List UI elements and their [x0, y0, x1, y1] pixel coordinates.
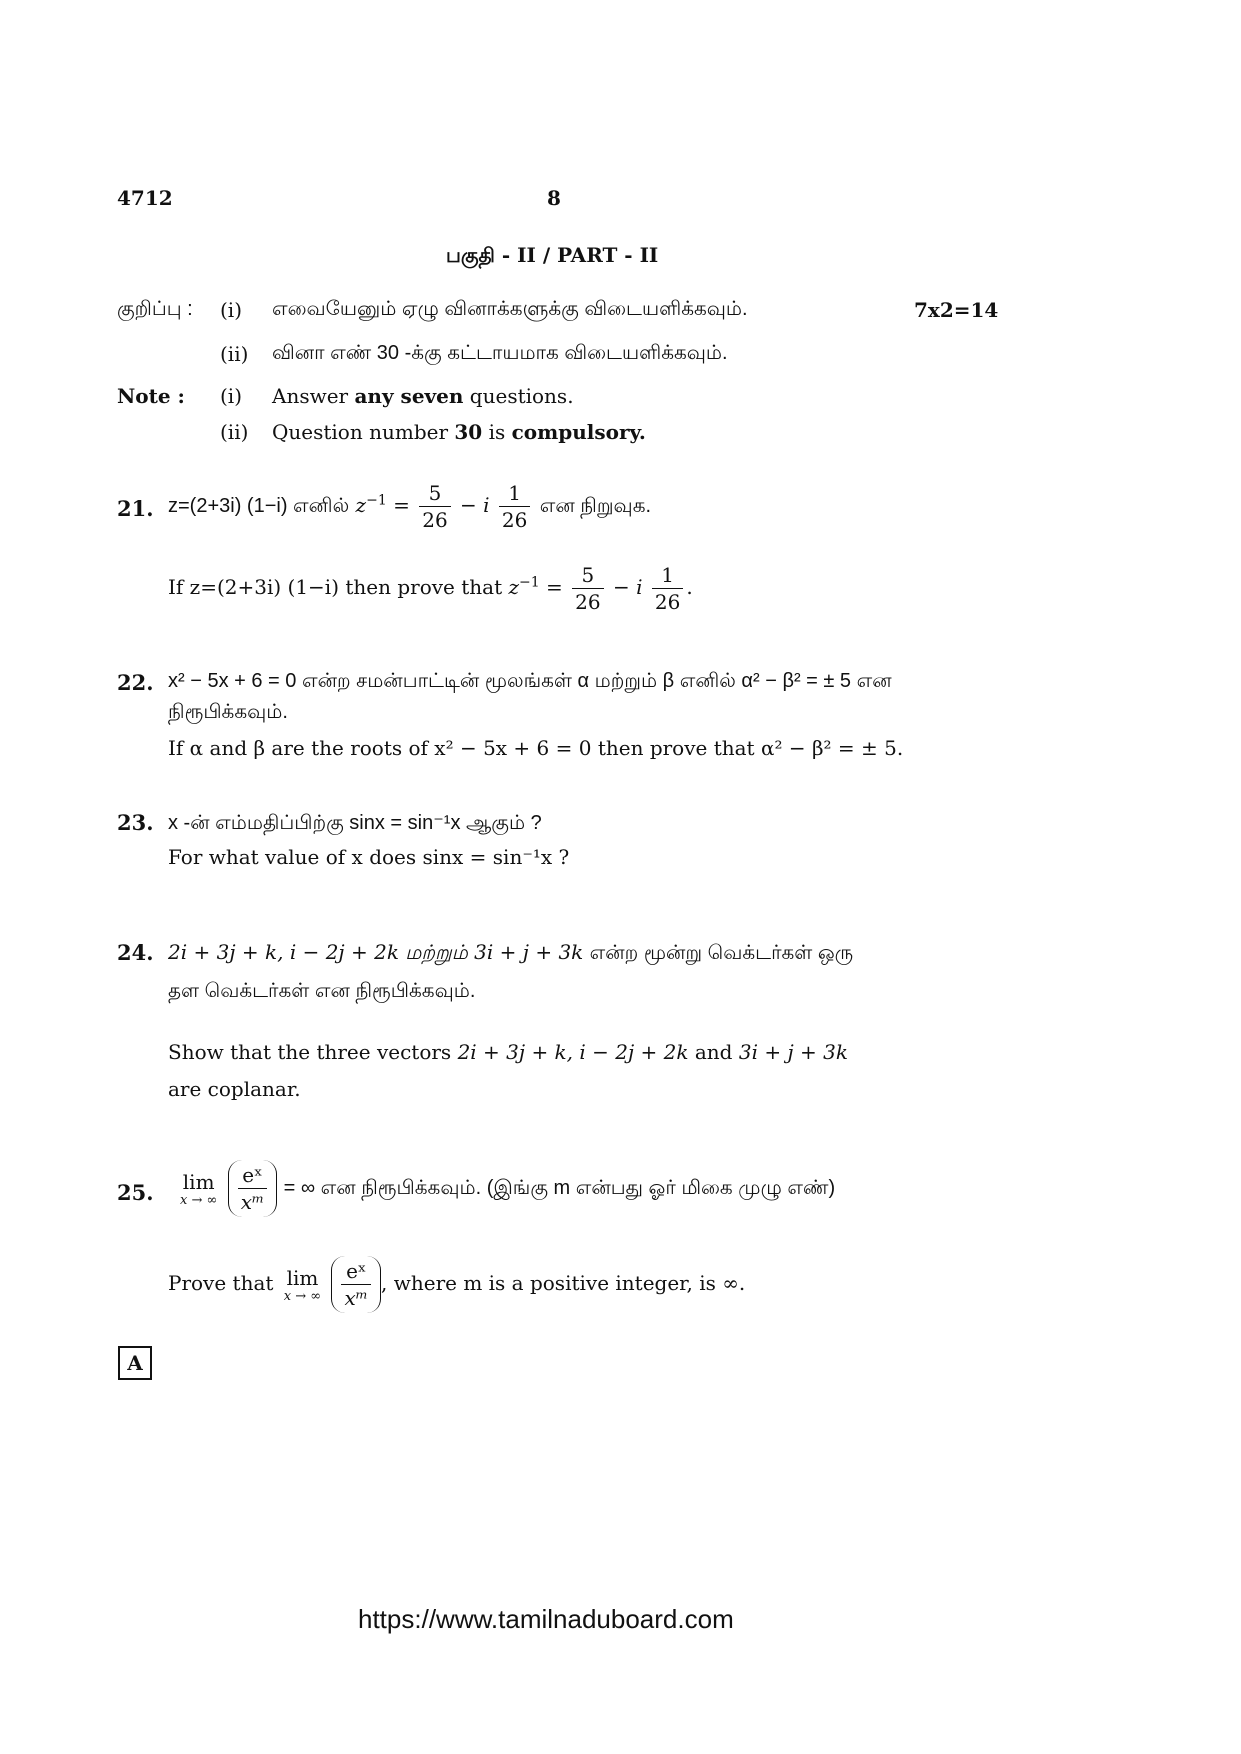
q21-english: If z=(2+3i) (1−i) then prove that $z^{-1}$ = $\frac{5}{26}$ − i $\frac{1}{26}$ . — [168, 563, 693, 614]
q24-english-line1: Show that the three vectors 2i + 3j + k, i − 2j + 2k and 3i + j + 3k — [168, 1040, 848, 1064]
note-english-num-2: (ii) — [220, 420, 249, 444]
q22-english: If α and β are the roots of x² − 5x + 6 = 0 then prove that α² − β² = ± 5. — [168, 736, 904, 760]
q21-tamil: z=(2+3i) (1−i) எனில் $z^{-1}$ = $\frac{5}{26}$ − i $\frac{1}{26}$ என நிறுவுக. — [168, 481, 652, 532]
paper-code: 4712 — [117, 186, 173, 210]
question-number-23: 23. — [117, 810, 154, 835]
q23-english: For what value of x does sinx = sin⁻¹x ? — [168, 845, 570, 869]
note-tamil-text-1: எவையேனும் ஏழு வினாக்களுக்கு விடையளிக்கவும். — [272, 298, 748, 320]
booklet-type-box: A — [118, 1346, 152, 1380]
q24-tamil-line1: 2i + 3j + k, i − 2j + 2k மற்றும் 3i + j + 3k என்ற மூன்று வெக்டர்கள் ஒரு — [168, 940, 854, 964]
q23-tamil: x -ன் எம்மதிப்பிற்கு sinx = sin⁻¹x ஆகும் ? — [168, 812, 542, 834]
q25-english: Prove that lim x → ∞ $\frac{\text{eˣ}}{\text{xᵐ}}$ , where m is a positive integer, is ∞. — [168, 1256, 745, 1313]
q22-tamil-line2: நிரூபிக்கவும். — [168, 701, 288, 723]
q25-tamil: lim x → ∞ $\frac{\text{eˣ}}{\text{xᵐ}}$ = ∞ என நிரூபிக்கவும். (இங்கு m என்பது ஓர் மிகை முழு எண்) — [176, 1160, 835, 1217]
note-english-text-2: Question number 30 is compulsory. — [272, 420, 646, 444]
page-number: 8 — [547, 186, 561, 210]
note-tamil-num-2: (ii) — [220, 342, 249, 366]
note-english-num-1: (i) — [220, 384, 243, 408]
question-number-22: 22. — [117, 670, 154, 695]
part-title: பகுதி - II / PART - II — [446, 243, 659, 267]
footer-url[interactable]: https://www.tamilnaduboard.com — [358, 1604, 734, 1634]
q24-tamil-line2: தள வெக்டர்கள் என நிரூபிக்கவும். — [168, 980, 476, 1002]
question-number-24: 24. — [117, 940, 154, 965]
note-label-tamil: குறிப்பு : — [117, 298, 193, 320]
question-number-21: 21. — [117, 496, 154, 521]
note-label-english: Note : — [117, 384, 185, 408]
note-tamil-text-2: வினா எண் 30 -க்கு கட்டாயமாக விடையளிக்கவும். — [272, 342, 728, 364]
note-tamil-num-1: (i) — [220, 298, 243, 322]
note-english-text-1: Answer any seven questions. — [272, 384, 574, 408]
question-number-25: 25. — [117, 1180, 154, 1205]
q24-tamil-vectors: 2i + 3j + k, i − 2j + 2k மற்றும் 3i + j + 3k — [168, 940, 584, 964]
marks-scheme: 7x2=14 — [914, 298, 999, 322]
q22-tamil-line1: x² − 5x + 6 = 0 என்ற சமன்பாட்டின் மூலங்கள் α மற்றும் β எனில் α² − β² = ± 5 என — [168, 670, 892, 692]
q24-english-line2: are coplanar. — [168, 1077, 301, 1101]
